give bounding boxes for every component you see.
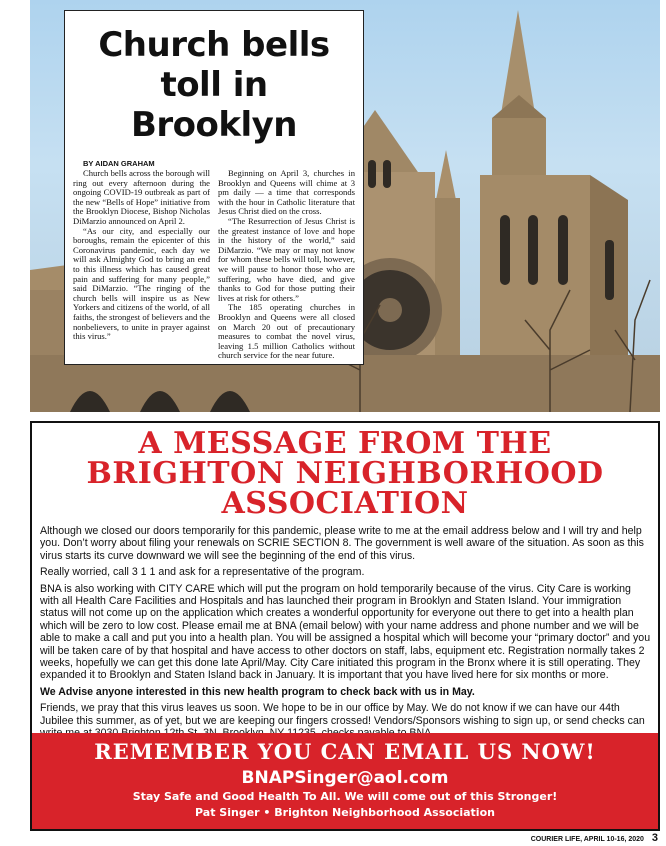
bna-advertisement — [30, 421, 660, 831]
ad-bold-note: We Advise anyone interested in this new health program to check back with us in May. — [40, 685, 475, 698]
ad-paragraph: BNA is also working with CITY CARE which will put the program on hold temporarily because of the virus. City Care is working with all Health Care Facilities and Hospitals and has launched their program in Brooklyn and Staten Island. Your immigration status will not come up on the application which creates a wonderful opportunity for everyone out there to get into a health plan which will be zero to low cost. Please email me at BNA (email below) with your name address and phone number and we will be able to make a call and put you into a health plan. You will be assigned a hospital which will become your “primary doctor” and you will be taken care of by that hospital and have access to other doctors on staff, labs, equipment etc. Registration normally takes 2 weeks, hopefully we can get this done late April/May. City Care initiated this program in the Bronx where it is still operating. They expanded it to Brooklyn and Staten Island back in January. It is important that you have lived here for six months or more. — [40, 582, 651, 682]
remember-banner-text: REMEMBER YOU CAN EMAIL US NOW! — [94, 739, 596, 764]
ad-closing: Friends, we pray that this virus leaves us soon. We hope to be in our office by May. We do not know if we can have our 44th Jubilee this summer, as of yet, but we are keeping our fingers crossed! Vendors/Sponsors wishing to sign up, or send checks can — [40, 702, 645, 727]
article-headline: Church bells toll in Brooklyn — [98, 25, 330, 145]
publication-info: COURIER LIFE, APRIL 10-16, 2020 — [530, 836, 644, 843]
article-paragraph: “The Resurrection of Jesus Christ is the greatest instance of love and hope in the history of the world,” said DiMarzio. “We may or may not know for whom these bells will toll, however, we will pause to honor those who are suffering, who have died, and give thanks to God for those putting their lives at risk for others.” — [218, 215, 355, 303]
church-photo — [30, 0, 660, 412]
article-byline: BY AIDAN GRAHAM — [83, 159, 155, 168]
ad-title: A MESSAGE FROM THE BRIGHTON NEIGHBORHOOD ASSOCIATION — [86, 426, 604, 521]
article-box — [64, 10, 364, 365]
article-paragraph: Church bells across the borough will ring out every afternoon during the ongoing COVID-19 outbreak as part of the new “Bells of Hope” initiative from the Brooklyn Diocese, Bishop Nicholas DiMarzio announced on April 2. — [73, 168, 210, 226]
article-paragraph: The 185 operating churches in Brooklyn and Queens were all closed on March 20 out of precautionary measures to combat the novel virus, leaving 1.5 million Catholics without church service for the near future. — [218, 302, 355, 361]
ad-tagline: Stay Safe and Good Health To All. We will come out of this Stronger! — [132, 790, 558, 803]
page-folio — [531, 832, 658, 844]
ad-footer-banner — [32, 733, 658, 829]
ad-paragraph: Really worried, call 3 1 1 and ask for a representative of the program. — [40, 566, 365, 579]
article-paragraph: Beginning on April 3, churches in Brooklyn and Queens will chime at 3 pm daily — a time that corresponds with the hour in Catholic literature that Jesus Christ died on the cross. — [218, 168, 355, 217]
contact-email-link[interactable]: BNAPSinger@aol.com — [241, 768, 449, 788]
page-number: 3 — [651, 832, 658, 844]
ad-paragraph: Although we closed our doors temporarily for this pandemic, please write to me at the email address below and I will try and help you. Don’t worry about filing your renewals on SCRIE SECTION 8. The government is well aware of the situation. As soon as this virus starts its curve downward we will see the beginning of the end of this virus. — [40, 525, 644, 562]
article-column-left — [73, 169, 210, 361]
ad-signer: Pat Singer • Brighton Neighborhood Association — [195, 806, 495, 819]
ad-body — [32, 525, 658, 740]
article-column-right — [218, 169, 355, 361]
article-paragraph: “As our city, and especially our boroughs, remain the epicenter of this Coronavirus pandemic, each day we will ask Almighty God to bring an end to this illness which has caused great pain and suffering for many people,” said DiMarzio. “The ringing of the church bells will inspire us as New Yorkers and citizens of the world, of all faiths, the strongest of believers and the nonbelievers, to unite in prayer against this virus.” — [73, 225, 210, 342]
article-columns — [73, 169, 355, 361]
